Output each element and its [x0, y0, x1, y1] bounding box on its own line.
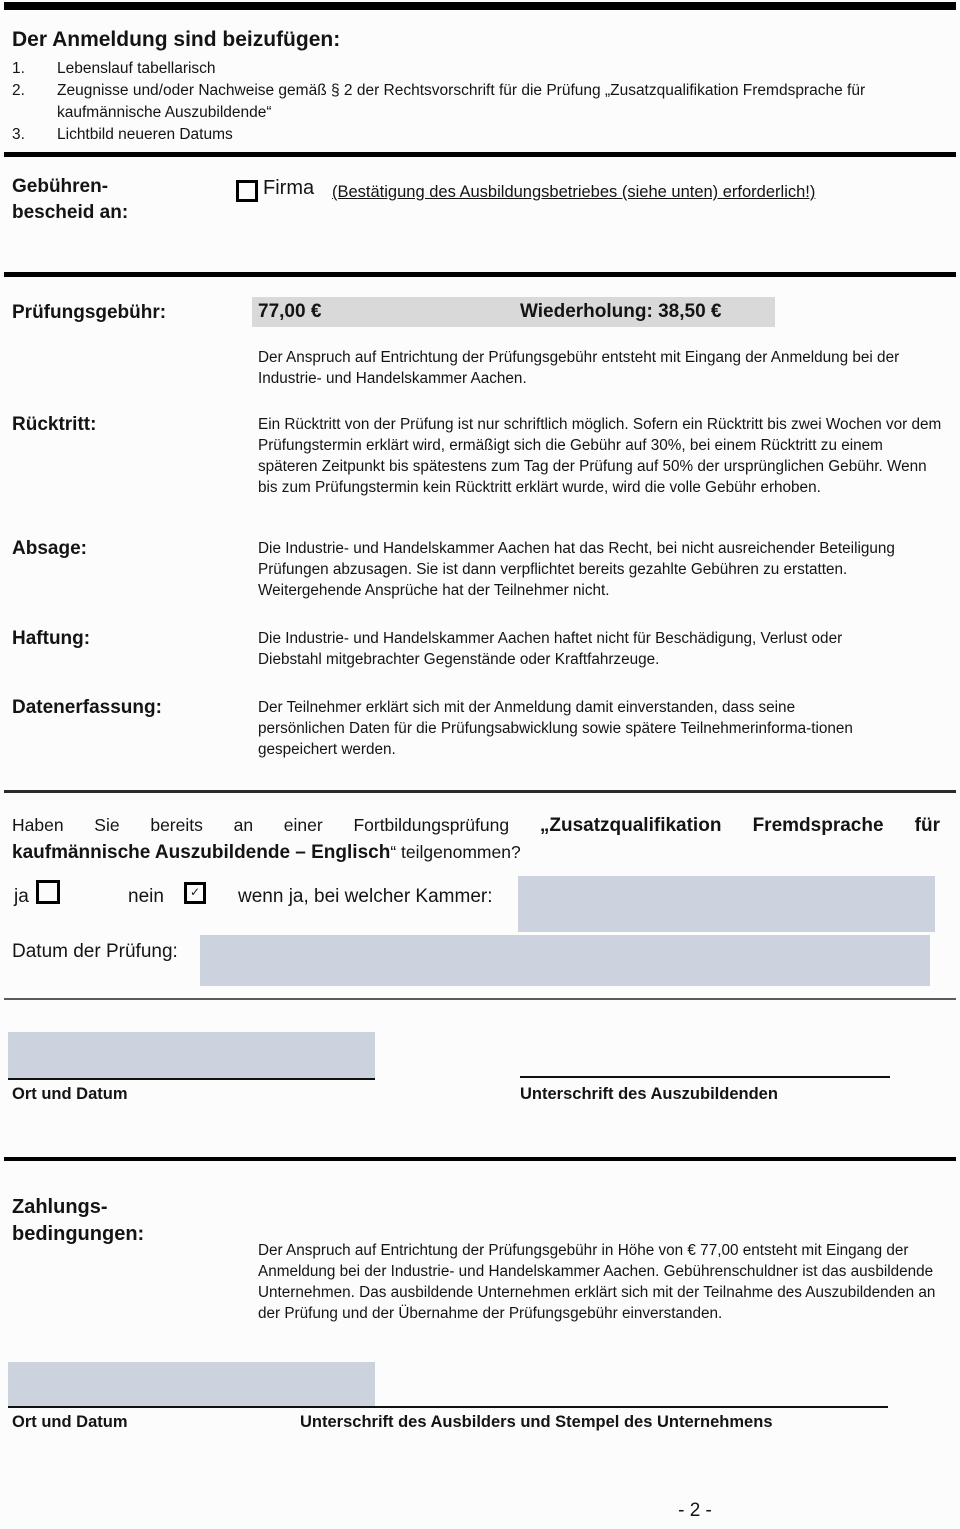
section-divider [4, 1157, 956, 1161]
list-item-text: Lichtbild neueren Datums [57, 126, 233, 143]
list-item [12, 58, 936, 80]
list-item-text: Zeugnisse und/oder Nachweise gemäß § 2 der Rechtsvorschrift für die Prüfung „Zusatzqualifikation Fremdsprache für kaufmännische Auszubildende“ [57, 82, 866, 121]
ruecktritt-text: Ein Rücktritt von der Prüfung ist nur schriftlich möglich. Sofern ein Rücktritt bis zwei Wochen vor dem Prüfungstermin erklärt wird, ermäßigt sich die Gebühr auf 30%, bei einem Rücktritt zu einem späteren Zeitpunkt bis spätestens zum Tag der Prüfung auf 50% der ursprünglichen Gebühr. Wenn bis zum Prüfungstermin kein Rücktritt erklärt wurde, wird die volle Gebühr erhoben. [258, 416, 942, 496]
company-place-date-field[interactable] [8, 1362, 375, 1406]
payment-terms-label [12, 1194, 144, 1248]
question-line1-bold: „Zusatzqualifikation Fremdsprache für [539, 815, 940, 836]
page-number: - 2 - [678, 1500, 712, 1521]
trainee-place-date-line [8, 1078, 375, 1080]
fee-recipient-label-line2: bescheid an: [12, 202, 129, 223]
fee-amount: 77,00 € [258, 301, 322, 322]
haftung-text: Die Industrie- und Handelskammer Aachen haftet nicht für Beschädigung, Verlust oder Diebstahl mitgebrachter Gegenstände oder Kraftfahrzeuge. [258, 630, 843, 668]
trainee-place-date-field[interactable] [8, 1032, 375, 1078]
ruecktritt-label: Rücktritt: [12, 414, 97, 435]
section-divider [4, 272, 956, 277]
absage-text: Die Industrie- und Handelskammer Aachen hat das Recht, bei nicht ausreichender Beteiligung Prüfungen abzusagen. Sie ist dann verpflichtet bereits gezahlte Gebühren zu erstatten. Weitergehende Ansprüche hat der Teilnehmer nicht. [258, 540, 895, 599]
yes-checkbox[interactable] [36, 880, 60, 904]
attachments-list [12, 58, 936, 146]
no-label: nein [128, 886, 164, 907]
list-item-text: Lebenslauf tabellarisch [57, 60, 216, 77]
fee-claim-note: Der Anspruch auf Entrichtung der Prüfungsgebühr entsteht mit Eingang der Anmeldung bei der Industrie- und Handelskammer Aachen. [258, 349, 900, 387]
question-line1 [12, 812, 940, 839]
top-border-bar [4, 2, 956, 10]
payment-terms-label-line1: Zahlungs- [12, 1196, 108, 1218]
firma-option-note: (Bestätigung des Ausbildungsbetriebes (siehe unten) erforderlich!) [332, 183, 816, 201]
trainee-signature-line [520, 1076, 890, 1078]
exam-date-label: Datum der Prüfung: [12, 941, 178, 962]
fee-repeat-amount: Wiederholung: 38,50 € [520, 301, 722, 322]
datenerfassung-label: Datenerfassung: [12, 697, 162, 718]
company-place-date-label: Ort und Datum [12, 1413, 128, 1431]
absage-label: Absage: [12, 538, 87, 559]
exam-fee-label: Prüfungsgebühr: [12, 302, 167, 323]
trainee-signature-label: Unterschrift des Auszubildenden [520, 1085, 778, 1103]
exam-date-input-field[interactable] [200, 935, 930, 986]
datenerfassung-text: Der Teilnehmer erklärt sich mit der Anmeldung damit einverstanden, dass seine persönlichen Daten für die Prüfungsabwicklung sowie spätere Teilnehmerinforma-tionen gespeichert werden. [258, 699, 853, 758]
section-divider [4, 152, 956, 157]
section-divider [4, 790, 956, 793]
firma-option-label: Firma [263, 177, 315, 199]
question-line1-regular: Haben Sie bereits an einer Fortbildungsprüfung [12, 815, 510, 835]
kammer-input-field[interactable] [518, 876, 935, 932]
list-item [12, 80, 936, 124]
prior-exam-question [12, 812, 940, 866]
payment-terms-label-line2: bedingungen: [12, 1223, 145, 1245]
section-divider [4, 998, 956, 1000]
list-item-number: 1. [12, 60, 25, 77]
question-line2 [12, 839, 940, 866]
attachments-title: Der Anmeldung sind beizufügen: [12, 28, 341, 51]
company-signature-line [8, 1406, 888, 1408]
yes-label: ja [14, 886, 29, 907]
question-line2-regular: “ teilgenommen? [390, 842, 521, 862]
no-checkbox-checked[interactable] [184, 882, 206, 904]
check-icon: ✓ [189, 885, 201, 899]
company-signature-label: Unterschrift des Ausbilders und Stempel des Unternehmens [300, 1413, 773, 1431]
fee-recipient-label [12, 174, 128, 226]
list-item-number: 2. [12, 82, 25, 99]
trainee-place-date-label: Ort und Datum [12, 1085, 128, 1103]
list-item-number: 3. [12, 126, 25, 143]
firma-checkbox[interactable] [236, 180, 258, 202]
question-line2-bold: kaufmännische Auszubildende – Englisch [12, 842, 391, 863]
fee-recipient-label-line1: Gebühren- [12, 176, 109, 197]
payment-terms-text: Der Anspruch auf Entrichtung der Prüfungsgebühr in Höhe von € 77,00 entsteht mit Eingang der Anmeldung bei der Industrie- und Handelskammer Aachen. Gebührenschuldner ist das ausbildende Unternehmen. Das ausbildende Unternehmen erklärt sich mit der Teilnahme des Auszubildenden an der Prüfung und der Übernahme der Prüfungsgebühr einverstanden. [258, 1242, 936, 1322]
kammer-question-label: wenn ja, bei welcher Kammer: [238, 886, 493, 907]
haftung-label: Haftung: [12, 628, 91, 649]
list-item [12, 124, 936, 146]
